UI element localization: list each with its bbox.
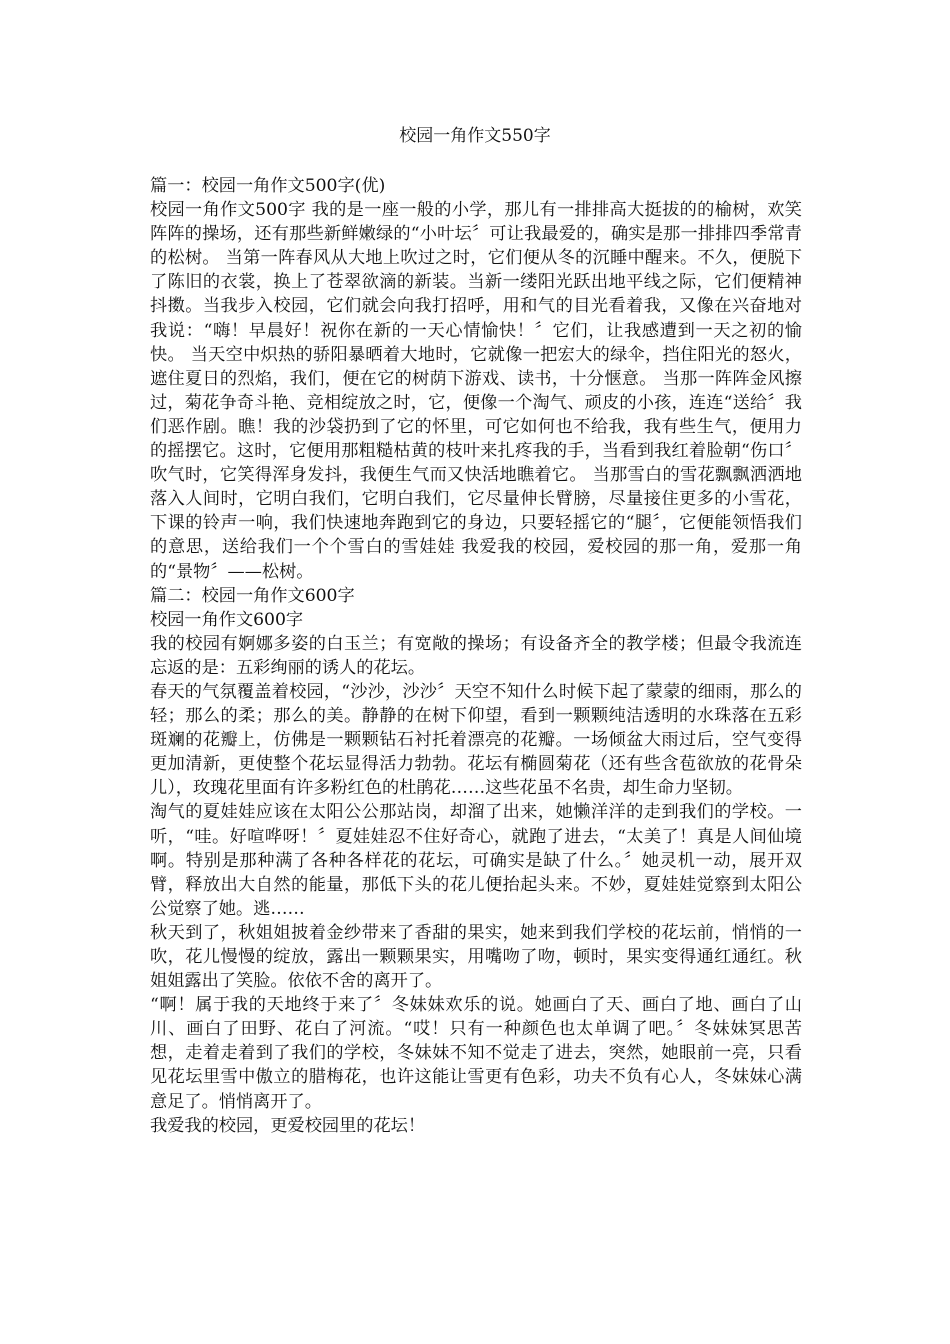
paragraph: “啊！属于我的天地终于来了〞冬妹妹欢乐的说。她画白了天、画白了地、画白了山川、画白了田野、花白了河流。“哎！只有一种颜色也太单调了吧。〞冬妹妹冥思苦想，走着走着到了我们的学校，冬妹妹不知不觉走了进去，突然，她眼前一亮，只看见花坛里雪中傲立的腊梅花，也许这能让雪更有色彩，功夫不负有心人，冬妹妹心满意足了。悄悄离开了。 bbox=[150, 995, 802, 1112]
paragraph: 秋天到了，秋姐姐披着金纱带来了香甜的果实，她来到我们学校的花坛前，悄悄的一吹，花儿慢慢的绽放，露出一颗颗果实，用嘴吻了吻，顿时，果实变得通红通红。秋姐姐露出了笑脸。依依不舍的离开了。 bbox=[150, 922, 802, 992]
paragraph: 淘气的夏娃娃应该在太阳公公那站岗，却溜了出来，她懒洋洋的走到我们的学校。一听，“哇。好喧哗呀！〞夏娃娃忍不住好奇心，就跑了进去，“太美了！真是人间仙境啊。特别是那种满了各种各样花的花坛，可确实是缺了什么。〞她灵机一动，展开双臂，释放出大自然的能量，那低下头的花儿便抬起头来。不妙，夏娃娃觉察到太阳公公觉察了她。逃…… bbox=[150, 802, 802, 919]
document-title: 校园一角作文550字 bbox=[399, 126, 551, 146]
subheading: 校园一角作文600字 bbox=[150, 609, 304, 630]
document-body bbox=[150, 174, 802, 1138]
paragraph: 我的校园有婀娜多姿的白玉兰；有宽敞的操场；有设备齐全的教学楼；但最令我流连忘返的是：五彩绚丽的诱人的花坛。 bbox=[150, 633, 802, 678]
section-heading-1: 篇一：校园一角作文500字(优) bbox=[150, 176, 386, 196]
section-heading-2: 篇二：校园一角作文600字 bbox=[150, 585, 355, 606]
paragraph: 我爱我的校园，更爱校园里的花坛！ bbox=[150, 1115, 426, 1136]
paragraph: 春天的气氛覆盖着校园，“沙沙，沙沙〞天空不知什么时候下起了蒙蒙的细雨，那么的轻；那么的柔；那么的美。静静的在树下仰望，看到一颗颗纯洁透明的水珠落在五彩斑斓的花瓣上，仿佛是一颗颗钻石衬托着漂亮的花瓣。一场倾盆大雨过后，空气变得更加清新，更使整个花坛显得活力勃勃。花坛有椭圆菊花（还有些含苞欲放的花骨朵儿），玫瑰花里面有许多粉红色的杜鹃花……这些花虽不名贵，却生命力坚韧。 bbox=[150, 681, 802, 799]
paragraph: 校园一角作文500字 我的是一座一般的小学，那儿有一排排高大挺拔的的榆树，欢笑阵阵的操场，还有那些新鲜嫩绿的“小叶坛〞可让我最爱的，确实是那一排排四季常青的松树。 当第一阵春风从大地上吹过之时，它们便从冬的沉睡中醒来。不久，便脱下了陈旧的衣裳，换上了苍翠欲滴的新装。当新一缕阳光跃出地平线之际，它们便精神抖擞。当我步入校园，它们就会向我打招呼，用和气的目光看着我，又像在兴奋地对我说：“嗨！早晨好！祝你在新的一天心情愉快！〞它们，让我感遭到一天之初的愉快。 当天空中炽热的骄阳暴晒着大地时，它就像一把宏大的绿伞，挡住阳光的怒火，遮住夏日的烈焰，我们，便在它的树荫下游戏、读书，十分惬意。 当那一阵阵金风擦过，菊花争奇斗艳、竞相绽放之时，它，便像一个淘气、顽皮的小孩，连连“送给〞我们恶作剧。瞧！我的沙袋扔到了它的怀里，可它如何也不给我，我有些生气，便用力的摇摆它。这时，它便用那粗糙枯黄的枝叶来扎疼我的手，当看到我红着脸朝“伤口〞吹气时，它笑得浑身发抖，我便生气而又快活地瞧着它。 当那雪白的雪花飘飘洒洒地落入人间时，它明白我们，它明白我们，它尽量伸长臂膀，尽量接住更多的小雪花，下课的铃声一响，我们快速地奔跑到它的身边，只要轻摇它的“腿〞，它便能领悟我们的意思，送给我们一个个雪白的雪娃娃 我爱我的校园，爱校园的那一角，爱那一角的“景物〞——松树。 bbox=[150, 200, 802, 582]
